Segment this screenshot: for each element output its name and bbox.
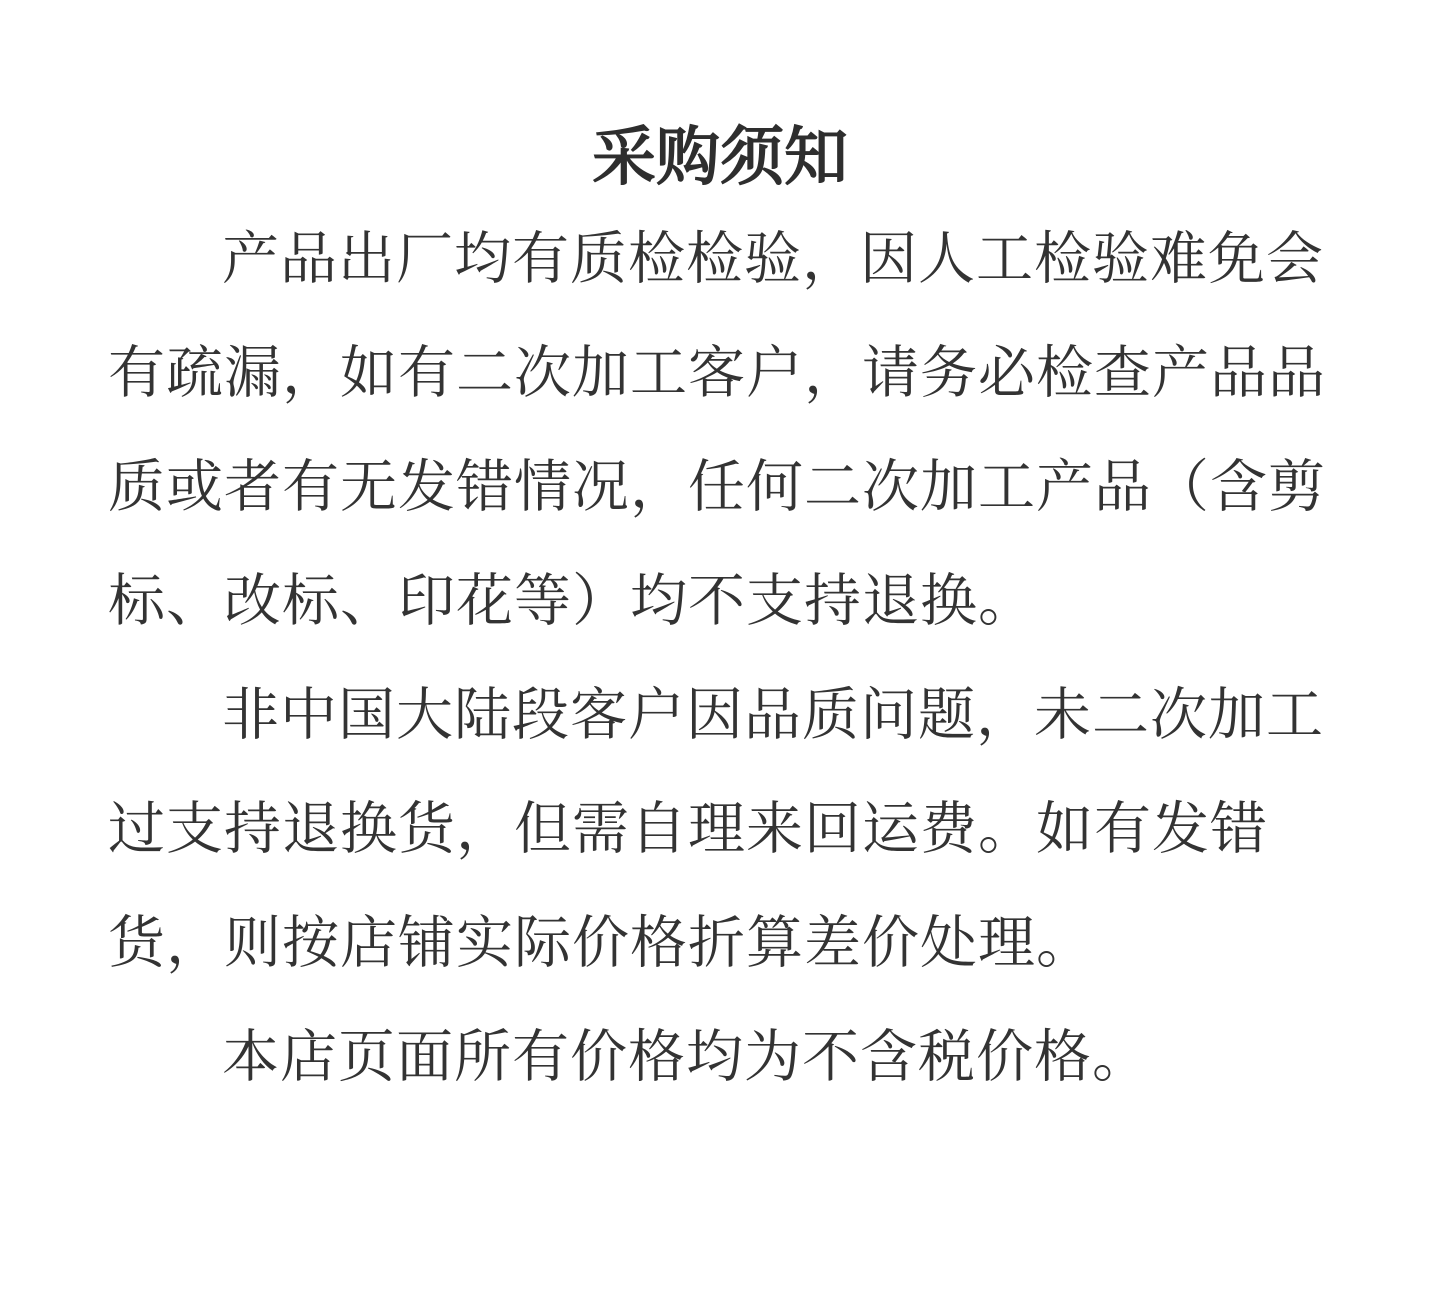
notice-paragraph-tax: 本店页面所有价格均为不含税价格。 xyxy=(222,1024,1150,1090)
notice-paragraph-return: 非中国大陆段客户因品质问题，未二次加工过支持退换货，但需自理来回运费。如有发错货，则按店铺实际价格折算差价处理。 xyxy=(108,682,1324,976)
purchase-notice xyxy=(108,118,1332,1114)
notice-paragraph-quality: 产品出厂均有质检检验，因人工检验难免会有疏漏，如有二次加工客户，请务必检查产品品质或者有无发错情况，任何二次加工产品（含剪标、改标、印花等）均不支持退换。 xyxy=(108,226,1326,634)
notice-title: 采购须知 xyxy=(592,121,848,195)
